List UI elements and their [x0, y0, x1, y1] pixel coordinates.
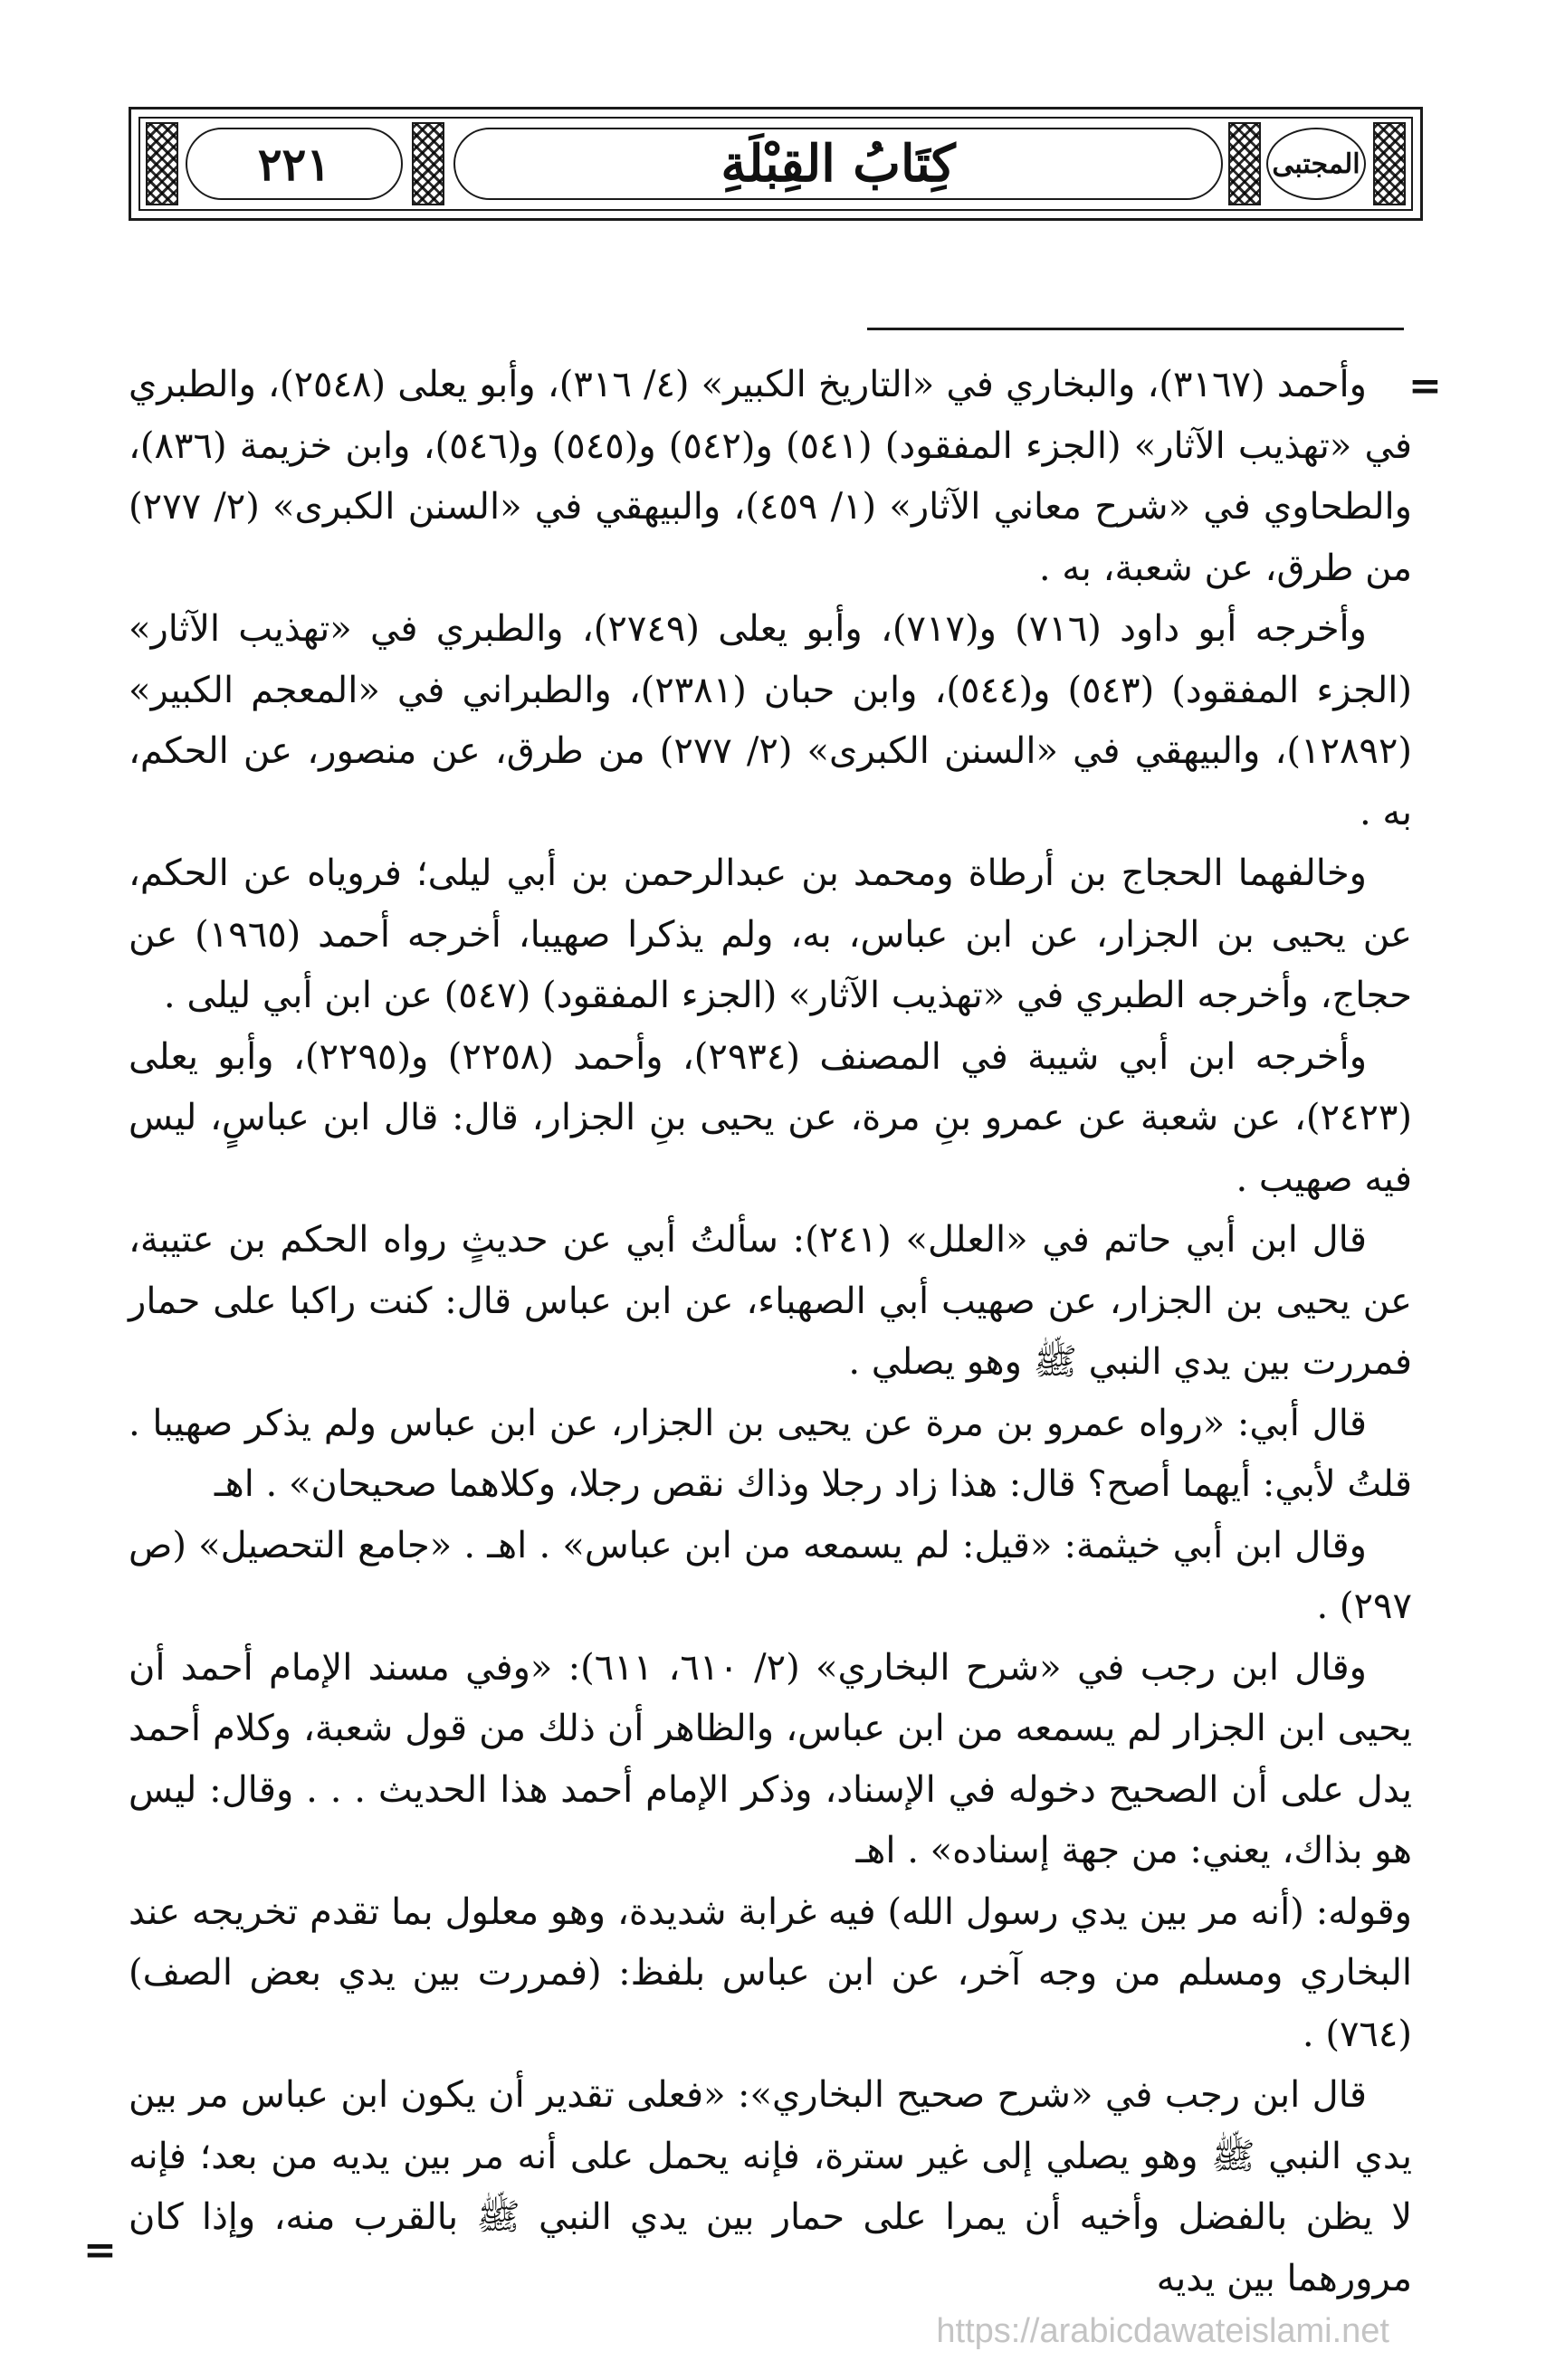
- paragraph: وقال ابن أبي خيثمة: «قيل: لم يسمعه من ابن عباس» . اهـ . «جامع التحصيل» (ص ٢٩٧) .: [129, 1524, 1412, 1627]
- ornament-right-outer: [1373, 122, 1406, 205]
- paragraph: وأخرجه ابن أبي شيبة في المصنف (٢٩٣٤)، وأحمد (٢٢٥٨) و(٢٢٩٥)، وأبو يعلى (٢٤٢٣)، عن شعبة عن عمرو بنِ مرة، عن يحيى بنِ الجزار، قال: قال ابن عباسٍ، ليس فيه صهيب .: [129, 1035, 1412, 1200]
- chapter-title: كِتَابُ القِبْلَةِ: [721, 134, 956, 194]
- paragraph: قال ابن أبي حاتم في «العلل» (٢٤١): سألتُ أبي عن حديثٍ رواه الحكم بن عتيبة، عن يحيى بن الجزار، عن صهيب أبي الصهباء، عن ابن عباس قال: كنت راكبا على حمار فمررت بين يدي النبي ﷺ وهو يصلي .: [129, 1219, 1412, 1383]
- ornament-left-inner: [412, 122, 444, 205]
- continuation-mark-top: =: [1408, 363, 1442, 409]
- paragraph: وخالفهما الحجاج بن أرطاة ومحمد بن عبدالرحمن بن أبي ليلى؛ فروياه عن الحكم، عن يحيى بن الجزار، عن ابن عباس، به، ولم يذكرا صهيبا، أخرجه أحمد (١٩٦٥) عن حجاج، وأخرجه الطبري في «تهذيب الآثار» (الجزء المفقود) (٥٤٧) عن ابن أبي ليلى .: [129, 852, 1413, 1016]
- ornament-right-inner: [1228, 122, 1261, 205]
- footnote-text: [129, 355, 1412, 2309]
- continuation-mark-bottom: =: [83, 2227, 117, 2273]
- paragraph: وقوله: (أنه مر بين يدي رسول الله) فيه غرابة شديدة، وهو معلول بما تقدم تخريجه عند البخاري ومسلم من وجه آخر، عن ابن عباس بلفظ: (فمررت بين يدي بعض الصف) (٧٦٤) .: [129, 1890, 1412, 2055]
- page-number-cartouche: [186, 128, 403, 200]
- paragraph: وقال ابن رجب في «شرح البخاري» (٢/ ٦١٠، ٦١١): «وفي مسند الإمام أحمد أن يحيى ابن الجزار لم يسمعه من ابن عباس، والظاهر أن ذلك من قول شعبة، وكلام أحمد يدل على أن الصحيح دخوله في الإسناد، وذكر الإمام أحمد هذا الحديث . . . وقال: ليس هو بذاك، يعني: من جهة إسناده» . اهـ: [129, 1646, 1412, 1871]
- watermark-url: https://arabicdawateislami.net: [936, 2312, 1389, 2350]
- page-header: [129, 107, 1423, 221]
- paragraph: قال ابن رجب في «شرح صحيح البخاري»: «فعلى تقدير أن يكون ابن عباس مر بين يدي النبي ﷺ وهو يصلي إلى غير سترة، فإنه يحمل على أنه مر بين يديه من بعد؛ فإنه لا يظن بالفضل وأخيه أن يمرا على حمار بين يدي النبي ﷺ بالقرب منه، وإذا كان مرورهما بين يديه: [129, 2074, 1412, 2299]
- paragraph: وأخرجه أبو داود (٧١٦) و(٧١٧)، وأبو يعلى (٢٧٤٩)، والطبري في «تهذيب الآثار» (الجزء المفقود) (٥٤٣) و(٥٤٤)، وابن حبان (٢٣٨١)، والطبراني في «المعجم الكبير» (١٢٨٩٢)، والبيهقي في «السنن الكبرى» (٢/ ٢٧٧) من طرق، عن منصور، عن الحكم، به .: [129, 608, 1412, 833]
- book-logo: المجتبى: [1272, 148, 1360, 180]
- footnote-separator-rule: [867, 328, 1404, 330]
- paragraph: وأحمد (٣١٦٧)، والبخاري في «التاريخ الكبير» (٤/ ٣١٦)، وأبو يعلى (٢٥٤٨)، والطبري في «تهذيب الآثار» (الجزء المفقود) (٥٤١) و(٥٤٢) و(٥٤٥) و(٥٤٦)، وابن خزيمة (٨٣٦)، والطحاوي في «شرح معاني الآثار» (١/ ٤٥٩)، والبيهقي في «السنن الكبرى» (٢/ ٢٧٧) من طرق، عن شعبة، به .: [129, 364, 1412, 589]
- ornament-left-outer: [146, 122, 178, 205]
- book-logo-cartouche: [1266, 128, 1366, 200]
- chapter-title-cartouche: [453, 128, 1223, 200]
- page-number: ٢٢١: [257, 137, 331, 191]
- paragraph: قال أبي: «رواه عمرو بن مرة عن يحيى بن الجزار، عن ابن عباس ولم يذكر صهيبا . قلتُ لأبي: أيهما أصح؟ قال: هذا زاد رجلا وذاك نقص رجلا، وكلاهما صحيحان» . اهـ: [129, 1402, 1412, 1505]
